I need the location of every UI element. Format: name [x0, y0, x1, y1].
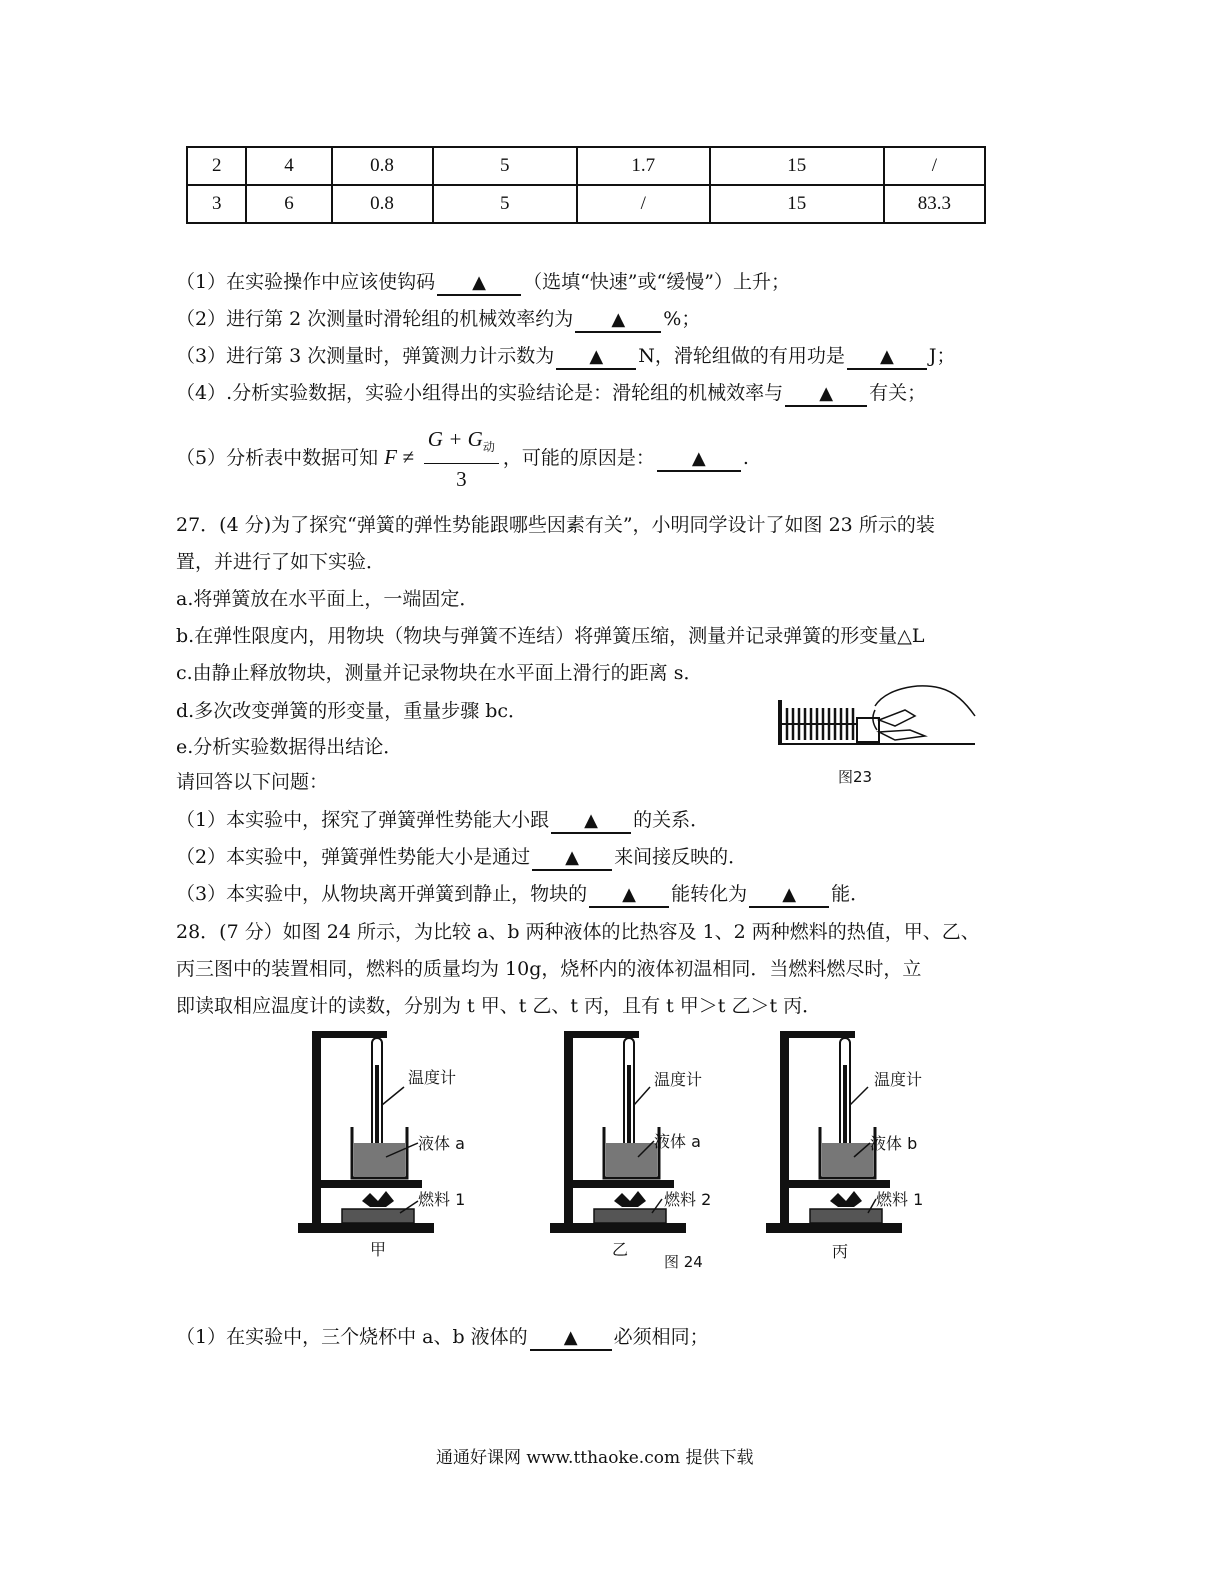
figure-24-apparatus [290, 1025, 950, 1275]
panel-jia-fuel-label: 燃料 1 [418, 1190, 466, 1209]
answer-blank: ▲ [532, 847, 612, 871]
panel-bing-name: 丙 [832, 1242, 849, 1261]
answer-blank: ▲ [847, 346, 927, 370]
answer-blank: ▲ [551, 810, 631, 834]
panel-yi-liquid-label: 液体 a [654, 1132, 701, 1151]
q27-step-b: b.在弹性限度内，用物块（物块与弹簧不连结）将弹簧压缩，测量并记录弹簧的形变量△L [176, 625, 925, 647]
figure-24-caption: 图 24 [664, 1253, 703, 1271]
panel-jia-liquid-label: 液体 a [418, 1134, 465, 1153]
panel-yi-name: 乙 [612, 1240, 629, 1259]
answer-blank: ▲ [530, 1327, 612, 1351]
q26-part5: （5）分析表中数据可知 F ≠ $\frac{G + G_动}{3}$ ，可能的原因是： ▲ . [176, 424, 749, 494]
q28-stem-line3: 即读取相应温度计的读数，分别为 t 甲、t 乙、t 丙，且有 t 甲＞t 乙＞t 丙． [176, 995, 822, 1017]
q28-question-1: （1）在实验中，三个烧杯中 a、b 液体的 ▲ 必须相同； [176, 1323, 709, 1351]
q26-part4: （4）.分析实验数据，实验小组得出的实验结论是：滑轮组的机械效率与 ▲ 有关； [176, 379, 926, 407]
q27-ask: 请回答以下问题： [176, 771, 329, 793]
q27-question-2: （2）本实验中，弹簧弹性势能大小是通过 ▲ 来间接反映的． [176, 843, 747, 871]
panel-bing-thermo-label: 温度计 [874, 1070, 923, 1089]
q26-part2: （2）进行第 2 次测量时滑轮组的机械效率约为 ▲ %； [176, 305, 700, 333]
table-row: 2 4 0.8 5 1.7 15 / [187, 147, 985, 185]
q27-question-1: （1）本实验中，探究了弹簧弹性势能大小跟 ▲ 的关系． [176, 806, 709, 834]
panel-bing-liquid-label: 液体 b [870, 1134, 918, 1153]
panel-yi-thermo-label: 温度计 [654, 1070, 703, 1089]
answer-blank: ▲ [785, 383, 867, 407]
q28-stem-line1: 28．(7 分）如图 24 所示，为比较 a、b 两种液体的比热容及 1、2 两种燃料的热值，甲、乙、 [176, 921, 980, 943]
panel-yi-fuel-label: 燃料 2 [664, 1190, 712, 1209]
page-footer: 通通好课网 www.tthaoke.com 提供下载 [436, 1448, 754, 1468]
answer-blank: ▲ [589, 884, 669, 908]
table-row: 3 6 0.8 5 / 15 83.3 [187, 185, 985, 223]
figure-23-caption: 图23 [838, 768, 873, 786]
answer-blank: ▲ [437, 272, 521, 296]
q27-stem-line1: 27．(4 分)为了探究“弹簧的弹性势能跟哪些因素有关”，小明同学设计了如图 23 所示的装 [176, 514, 935, 536]
answer-blank: ▲ [575, 309, 661, 333]
answer-blank: ▲ [749, 884, 829, 908]
q26-part3: （3）进行第 3 次测量时，弹簧测力计示数为 ▲ N，滑轮组做的有用功是 ▲ J； [176, 342, 956, 370]
answer-blank: ▲ [556, 346, 636, 370]
q27-step-e: e.分析实验数据得出结论． [176, 736, 403, 758]
fraction-formula: $\frac{G + G_动}{3}$ [424, 424, 499, 493]
q27-step-c: c.由静止释放物块，测量并记录物块在水平面上滑行的距离 s． [176, 662, 703, 684]
q27-stem-line2: 置，并进行了如下实验． [176, 551, 386, 573]
answer-blank: ▲ [657, 448, 741, 472]
q26-part1: （1）在实验操作中应该使钩码 ▲ （选填“快速”或“缓慢”）上升； [176, 268, 790, 296]
q28-stem-line2: 丙三图中的装置相同，燃料的质量均为 10g，烧杯内的液体初温相同．当燃料燃尽时，立 [176, 958, 922, 980]
panel-jia-thermo-label: 温度计 [408, 1068, 457, 1087]
figure-23-spring [775, 680, 980, 750]
q27-step-a: a.将弹簧放在水平面上，一端固定． [176, 588, 479, 610]
data-table [186, 146, 986, 224]
q27-question-3: （3）本实验中，从物块离开弹簧到静止，物块的 ▲ 能转化为 ▲ 能． [176, 880, 869, 908]
panel-jia-name: 甲 [370, 1240, 387, 1259]
q27-step-d: d.多次改变弹簧的形变量，重量步骤 bc． [176, 700, 528, 722]
panel-bing-fuel-label: 燃料 1 [876, 1190, 924, 1209]
